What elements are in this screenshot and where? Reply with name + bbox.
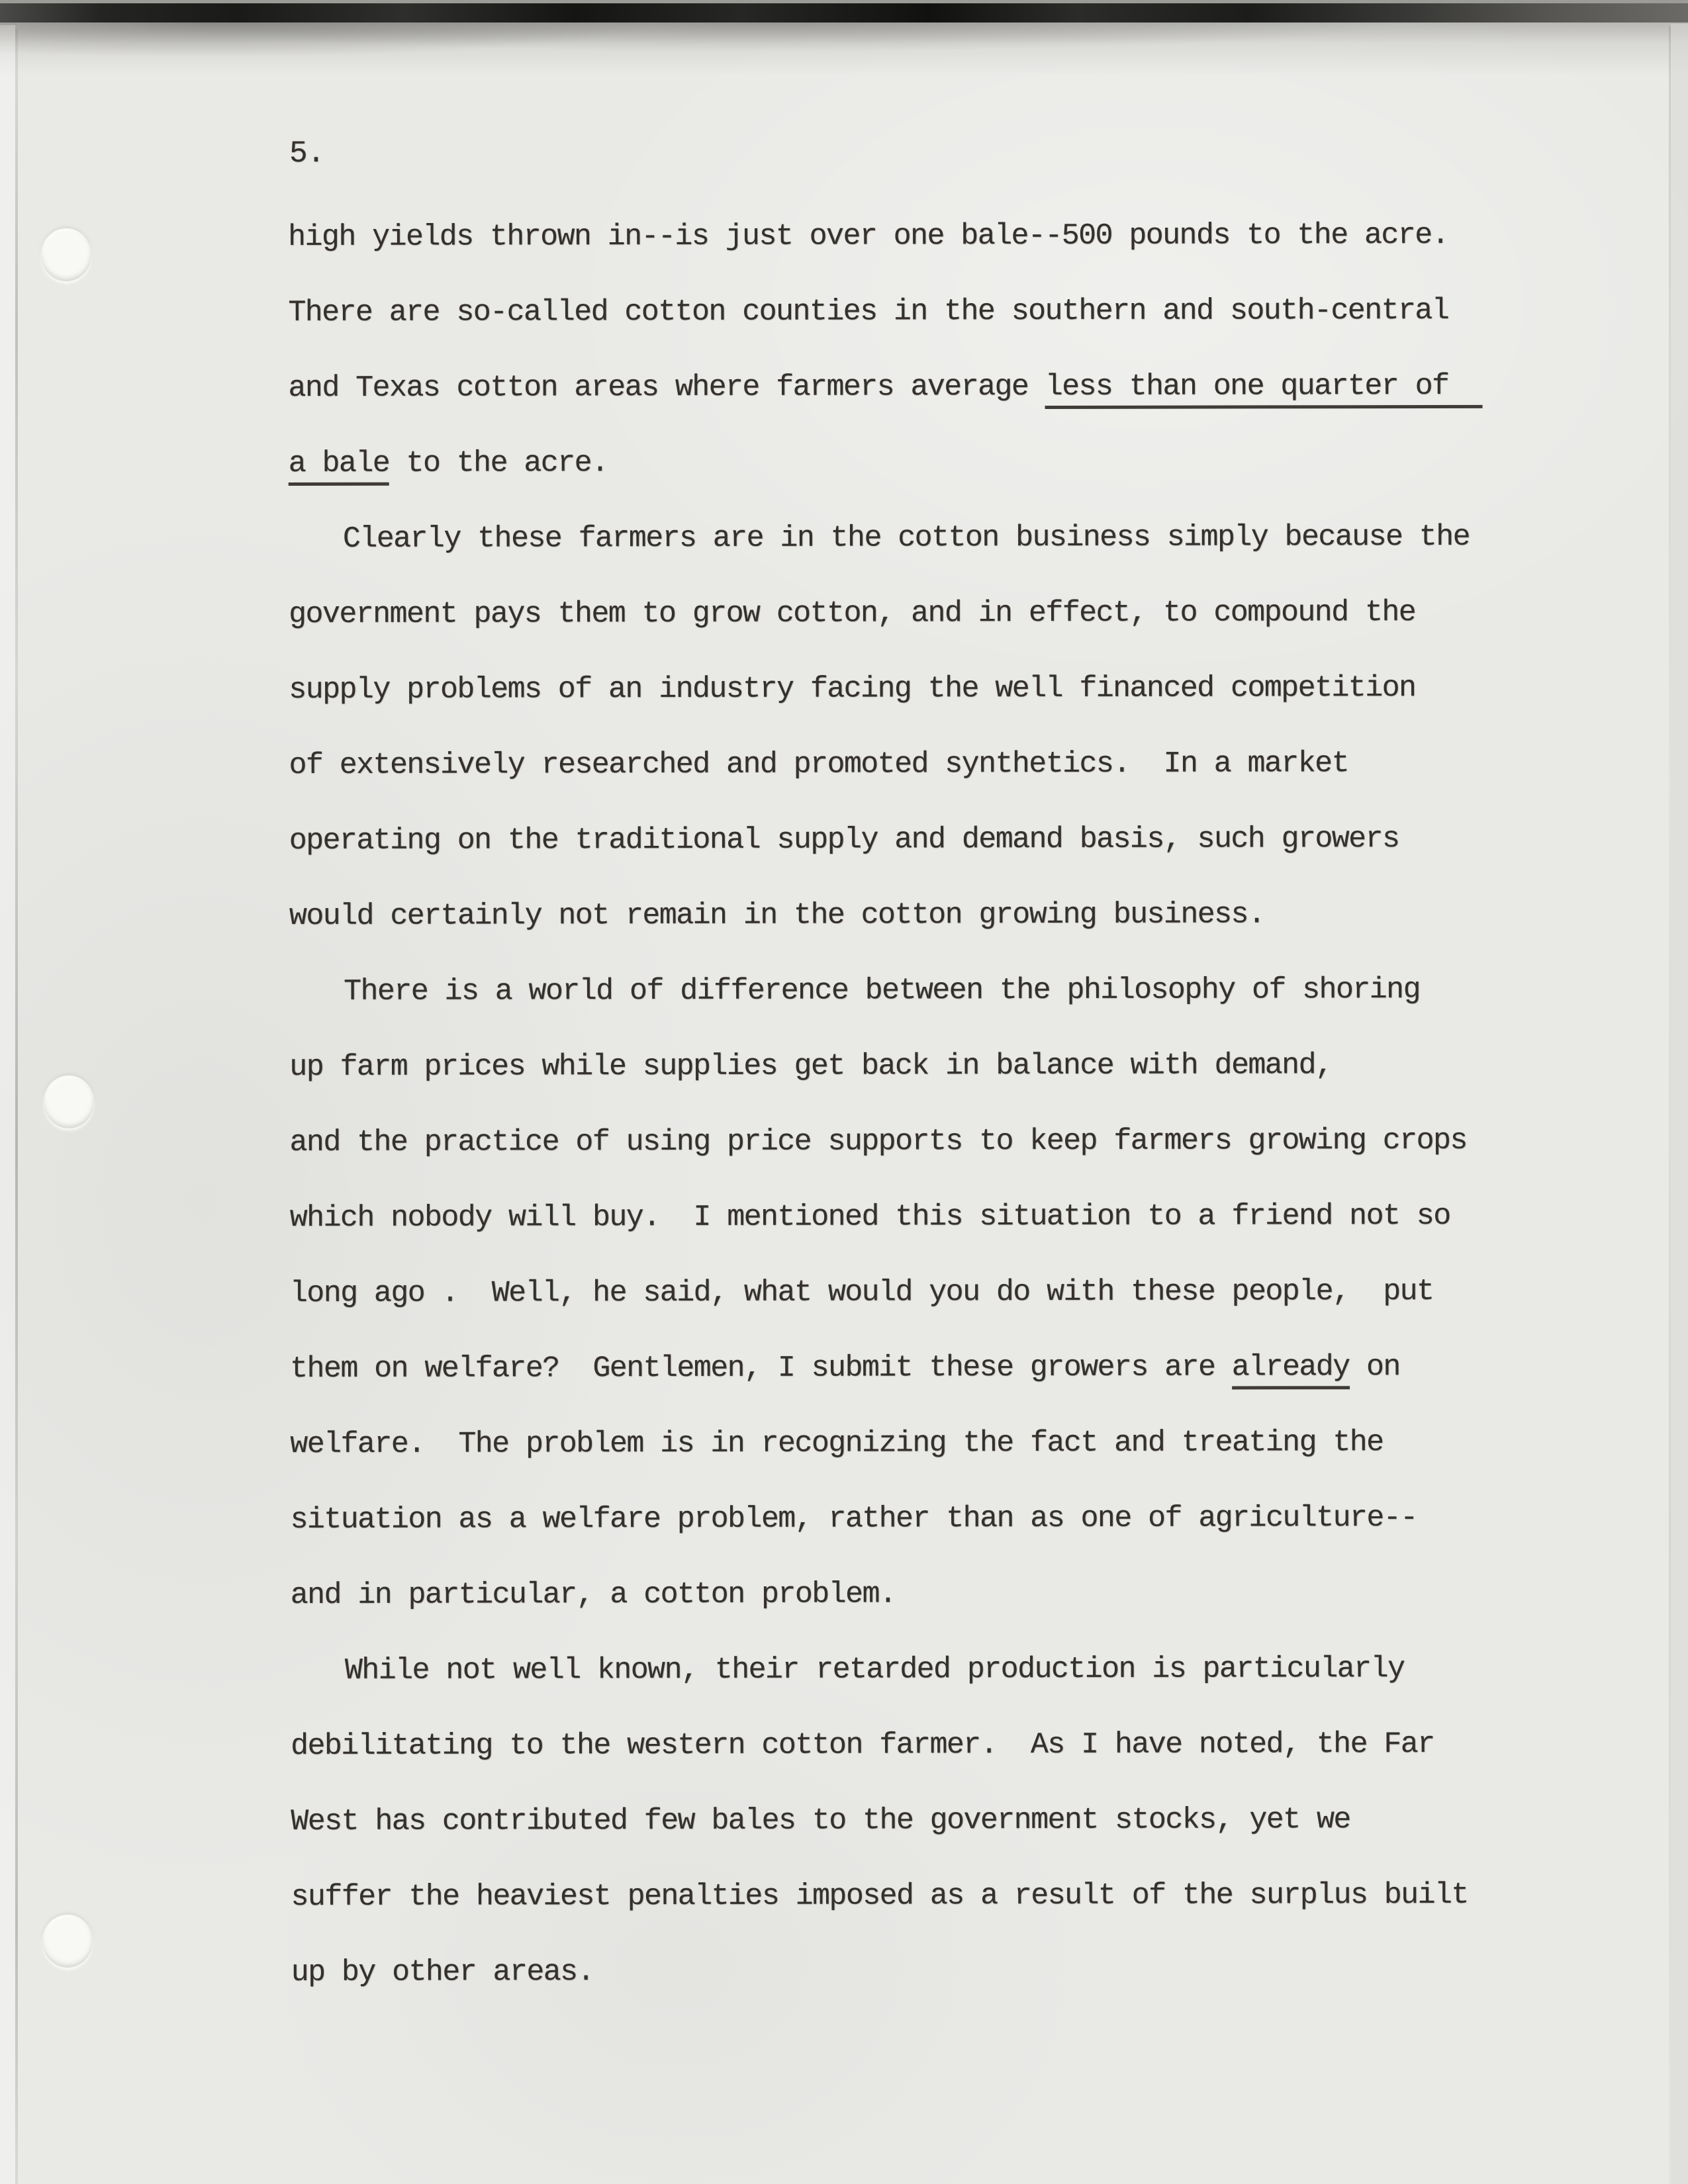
text-line xyxy=(288,273,1499,351)
underlined-text: already xyxy=(1232,1350,1350,1389)
text-segment: There are so-called cotton counties in the southern and south-central xyxy=(288,293,1449,330)
text-segment: to the acre. xyxy=(389,446,608,480)
text-segment: on xyxy=(1349,1350,1400,1385)
text-line xyxy=(289,801,1501,879)
document-body xyxy=(288,198,1503,2011)
text-segment: up by other areas. xyxy=(291,1955,594,1989)
text-line xyxy=(291,1556,1502,1633)
text-line xyxy=(289,575,1500,653)
text-line xyxy=(290,1254,1501,1332)
punch-hole-bottom xyxy=(42,1915,93,1968)
text-line xyxy=(291,1858,1502,1935)
text-segment: and in particular, a cotton problem. xyxy=(290,1577,896,1612)
text-segment: them on welfare? Gentlemen, I submit these growers are xyxy=(290,1350,1232,1386)
text-line xyxy=(289,1028,1501,1105)
text-segment: long ago . Well, he said, what would you do with these people, put xyxy=(289,1274,1434,1310)
paper-right-edge-line xyxy=(1669,26,1671,2184)
scan-top-shadow xyxy=(0,23,1688,75)
underlined-text: a bale xyxy=(289,447,390,486)
text-segment: high yields thrown in--is just over one bale--500 pounds to the acre. xyxy=(288,218,1449,254)
text-line xyxy=(291,1933,1503,2011)
text-segment: up farm prices while supplies get back in balance with demand, xyxy=(289,1048,1333,1084)
text-segment: suffer the heaviest penalties imposed as a result of the surplus built xyxy=(291,1878,1468,1914)
text-line xyxy=(290,1179,1501,1256)
text-line xyxy=(291,1782,1502,1860)
paper-left-edge-line xyxy=(15,29,18,2184)
text-line xyxy=(290,1480,1501,1558)
underlined-text: less than one quarter of xyxy=(1045,369,1483,409)
text-segment: and the practice of using price supports to keep farmers growing crops xyxy=(289,1123,1467,1160)
page-number: 5. xyxy=(289,136,325,171)
text-segment: which nobody will buy. I mentioned this situation to a friend not so xyxy=(289,1199,1450,1235)
text-line xyxy=(291,1707,1502,1784)
paper-right-edge xyxy=(1671,24,1688,2184)
text-segment: There is a world of difference between the philosophy of shoring xyxy=(344,973,1421,1009)
text-line xyxy=(288,349,1499,426)
text-segment: situation as a welfare problem, rather than as one of agriculture-- xyxy=(290,1501,1417,1537)
text-line xyxy=(290,1330,1501,1407)
text-line xyxy=(288,198,1499,275)
text-segment: West has contributed few bales to the government stocks, yet we xyxy=(291,1803,1350,1839)
paper-left-edge xyxy=(0,25,15,2184)
punch-hole-middle xyxy=(44,1075,94,1128)
text-line xyxy=(289,952,1501,1030)
text-segment: While not well known, their retarded production is particularly xyxy=(344,1652,1405,1688)
text-line xyxy=(289,726,1500,803)
punch-hole-top xyxy=(41,228,91,281)
text-line xyxy=(289,1103,1501,1181)
text-line xyxy=(289,651,1500,728)
text-line xyxy=(289,424,1500,502)
text-segment: and Texas cotton areas where farmers average xyxy=(288,370,1045,405)
text-segment: debilitating to the western cotton farmer. As I have noted, the Far xyxy=(291,1727,1434,1763)
text-segment: would certainly not remain in the cotton growing business. xyxy=(289,897,1265,933)
text-line xyxy=(289,500,1500,577)
scan-top-edge xyxy=(0,0,1688,23)
text-segment: welfare. The problem is in recognizing the fact and treating the xyxy=(290,1426,1383,1461)
text-segment: of extensively researched and promoted synthetics. In a market xyxy=(289,747,1349,782)
text-segment: operating on the traditional supply and demand basis, such growers xyxy=(289,822,1399,858)
text-segment: supply problems of an industry facing the well financed competition xyxy=(289,671,1416,707)
text-segment: government pays them to grow cotton, and in effect, to compound the xyxy=(289,596,1416,631)
text-segment: Clearly these farmers are in the cotton business simply because the xyxy=(342,520,1470,556)
text-line xyxy=(289,877,1501,954)
text-line xyxy=(290,1405,1501,1482)
text-line xyxy=(291,1631,1502,1709)
